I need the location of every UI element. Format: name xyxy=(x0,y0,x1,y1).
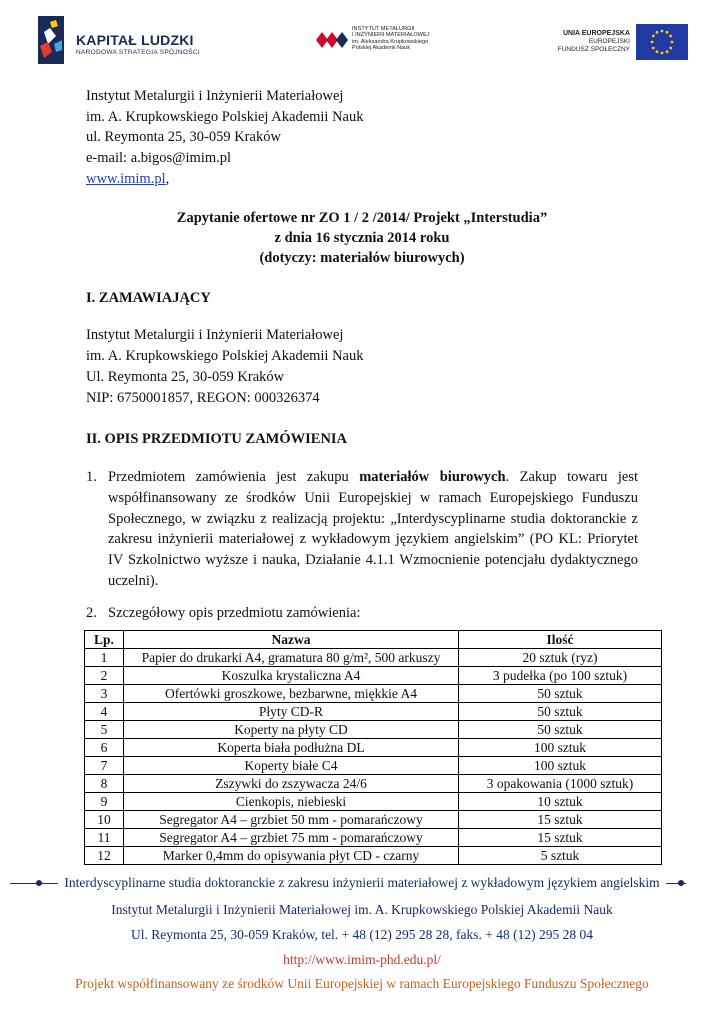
imim-logo xyxy=(316,26,456,62)
table-row xyxy=(85,667,662,685)
footer-project-title: Interdyscyplinarne studia doktoranckie z zakresu inżynierii materiałowej z wykładowym językiem angielskim xyxy=(58,875,665,890)
point-2-number: 2. xyxy=(86,605,97,621)
section-2-heading: II. OPIS PRZEDMIOTU ZAMÓWIENIA xyxy=(86,431,348,447)
cell-nazwa: Marker 0,4mm do opisywania płyt CD - czarny xyxy=(124,847,459,865)
cell-lp: 5 xyxy=(85,721,124,739)
sender-address: ul. Reymonta 25, 30-059 Kraków xyxy=(86,129,281,145)
table-row xyxy=(85,649,662,667)
cell-lp: 10 xyxy=(85,811,124,829)
table-row xyxy=(85,829,662,847)
cell-nazwa: Koperta biała podłużna DL xyxy=(124,739,459,757)
col-ilosc: Ilość xyxy=(459,631,662,649)
col-nazwa: Nazwa xyxy=(124,631,459,649)
point-1-text-b: . Zakup towaru jest współfinansowany ze środków Unii Europejskiej w ramach Europejskiego Funduszu Społecznego, w związku z realizacją projektu: „Interdyscyplinarne studia doktoranckie z zakresu inżynierii materiałowej z wykładowym językiem angielskim” (PO KL: Priorytet IV Szkolnictwo wyższe i nauka, Działanie 4.1.1 Wzmocnienie potencjału dydaktycznego uczelni). xyxy=(108,469,638,589)
eu-text xyxy=(540,30,630,54)
col-lp: Lp. xyxy=(85,631,124,649)
cell-nazwa: Segregator A4 – grzbiet 75 mm - pomarańczowy xyxy=(124,829,459,847)
kl-title: KAPITAŁ LUDZKI xyxy=(76,32,194,48)
cell-nazwa: Płyty CD-R xyxy=(124,703,459,721)
eu-flag-icon xyxy=(636,24,688,60)
point-1 xyxy=(86,467,638,592)
website-link[interactable]: www.imim.pl xyxy=(86,171,166,187)
point-1-bold: materiałów biurowych xyxy=(359,469,506,485)
items-table xyxy=(84,630,662,865)
cell-lp: 12 xyxy=(85,847,124,865)
eu-line1: EUROPEJSKI xyxy=(588,38,630,45)
cell-lp: 6 xyxy=(85,739,124,757)
point-1-number: 1. xyxy=(86,469,97,485)
cell-nazwa: Cienkopis, niebieski xyxy=(124,793,459,811)
point-2 xyxy=(86,603,360,623)
cell-ilosc: 10 sztuk xyxy=(459,793,662,811)
website-suffix: , xyxy=(165,171,170,187)
cell-nazwa: Ofertówki groszkowe, bezbarwne, miękkie A4 xyxy=(124,685,459,703)
cell-ilosc: 15 sztuk xyxy=(459,829,662,847)
cell-lp: 4 xyxy=(85,703,124,721)
cell-lp: 1 xyxy=(85,649,124,667)
cell-ilosc: 3 pudełka (po 100 sztuk) xyxy=(459,667,662,685)
sender-website-line xyxy=(86,169,169,189)
point-1-text-a: Przedmiotem zamówienia jest zakupu xyxy=(108,469,360,485)
point-2-text: Szczegółowy opis przedmiotu zamówienia: xyxy=(108,605,361,621)
cell-lp: 2 xyxy=(85,667,124,685)
cell-ilosc: 15 sztuk xyxy=(459,811,662,829)
cell-nazwa: Zszywki do zszywacza 24/6 xyxy=(124,775,459,793)
eu-logo xyxy=(540,24,690,60)
eu-title: UNIA EUROPEJSKA xyxy=(562,30,630,37)
footer-institute: Instytut Metalurgii i Inżynierii Materiałowej im. A. Krupkowskiego Polskiej Akademii Nauk xyxy=(111,902,613,917)
cell-ilosc: 50 sztuk xyxy=(459,685,662,703)
sender-name: Instytut Metalurgii i Inżynierii Materiałowej xyxy=(86,88,344,104)
kapital-ludzki-emblem-icon xyxy=(34,14,70,66)
cell-lp: 8 xyxy=(85,775,124,793)
section-1-heading: I. ZAMAWIAJĄCY xyxy=(86,290,211,306)
sender-email: e-mail: a.bigos@imim.pl xyxy=(86,150,232,166)
cell-lp: 11 xyxy=(85,829,124,847)
cell-nazwa: Segregator A4 – grzbiet 50 mm - pomarańczowy xyxy=(124,811,459,829)
orderer-academy: im. A. Krupkowskiego Polskiej Akademii Nauk xyxy=(86,348,364,364)
table-row xyxy=(85,811,662,829)
cell-lp: 3 xyxy=(85,685,124,703)
kapital-ludzki-logo xyxy=(34,14,224,66)
footer-cofinanced: Projekt współfinansowany ze środków Unii Europejskiej w ramach Europejskiego Funduszu Społecznego xyxy=(75,976,649,991)
cell-ilosc: 20 sztuk (ryz) xyxy=(459,649,662,667)
orderer-address: Ul. Reymonta 25, 30-059 Kraków xyxy=(86,369,285,385)
cell-ilosc: 50 sztuk xyxy=(459,703,662,721)
table-row xyxy=(85,703,662,721)
document-date: z dnia 16 stycznia 2014 roku xyxy=(274,230,450,246)
eu-line2: FUNDUSZ SPOŁECZNY xyxy=(557,46,630,53)
point-1-text xyxy=(108,467,638,592)
table-row xyxy=(85,757,662,775)
kl-subtitle: NARODOWA STRATEGIA SPÓJNOŚCI xyxy=(76,49,200,56)
cell-nazwa: Koperty na płyty CD xyxy=(124,721,459,739)
document-subject: (dotyczy: materiałów biurowych) xyxy=(259,250,465,266)
cell-ilosc: 3 opakowania (1000 sztuk) xyxy=(459,775,662,793)
footer-address: Ul. Reymonta 25, 30-059 Kraków, tel. + 48 (12) 295 28 28, faks. + 48 (12) 295 28 04 xyxy=(130,927,594,942)
footer-url[interactable]: http://www.imim-phd.edu.pl/ xyxy=(283,952,441,967)
imim-emblem-icon xyxy=(316,28,350,52)
table-row xyxy=(85,775,662,793)
table-row xyxy=(85,739,662,757)
cell-ilosc: 50 sztuk xyxy=(459,721,662,739)
table-row xyxy=(85,685,662,703)
table-row xyxy=(85,847,662,865)
sender-academy: im. A. Krupkowskiego Polskiej Akademii Nauk xyxy=(86,109,364,125)
cell-ilosc: 100 sztuk xyxy=(459,739,662,757)
cell-lp: 9 xyxy=(85,793,124,811)
cell-nazwa: Papier do drukarki A4, gramatura 80 g/m², 500 arkuszy xyxy=(124,649,459,667)
cell-ilosc: 100 sztuk xyxy=(459,757,662,775)
cell-ilosc: 5 sztuk xyxy=(459,847,662,865)
orderer-name: Instytut Metalurgii i Inżynierii Materiałowej xyxy=(86,327,344,343)
cell-lp: 7 xyxy=(85,757,124,775)
cell-nazwa: Koperty białe C4 xyxy=(124,757,459,775)
footer-project-title-row xyxy=(0,875,724,891)
cell-nazwa: Koszulka krystaliczna A4 xyxy=(124,667,459,685)
table-row xyxy=(85,721,662,739)
table-header-row xyxy=(85,631,662,649)
imim-name: INSTYTUT METALURGII I INŻYNIERII MATERIAŁOWEJ im. Aleksandra Krupkowskiego Polskiej Akademii Nauk xyxy=(352,26,430,52)
orderer-nip-regon: NIP: 6750001857, REGON: 000326374 xyxy=(86,390,320,406)
document-title: Zapytanie ofertowe nr ZO 1 / 2 /2014/ Projekt „Interstudia” xyxy=(176,210,548,226)
table-row xyxy=(85,793,662,811)
